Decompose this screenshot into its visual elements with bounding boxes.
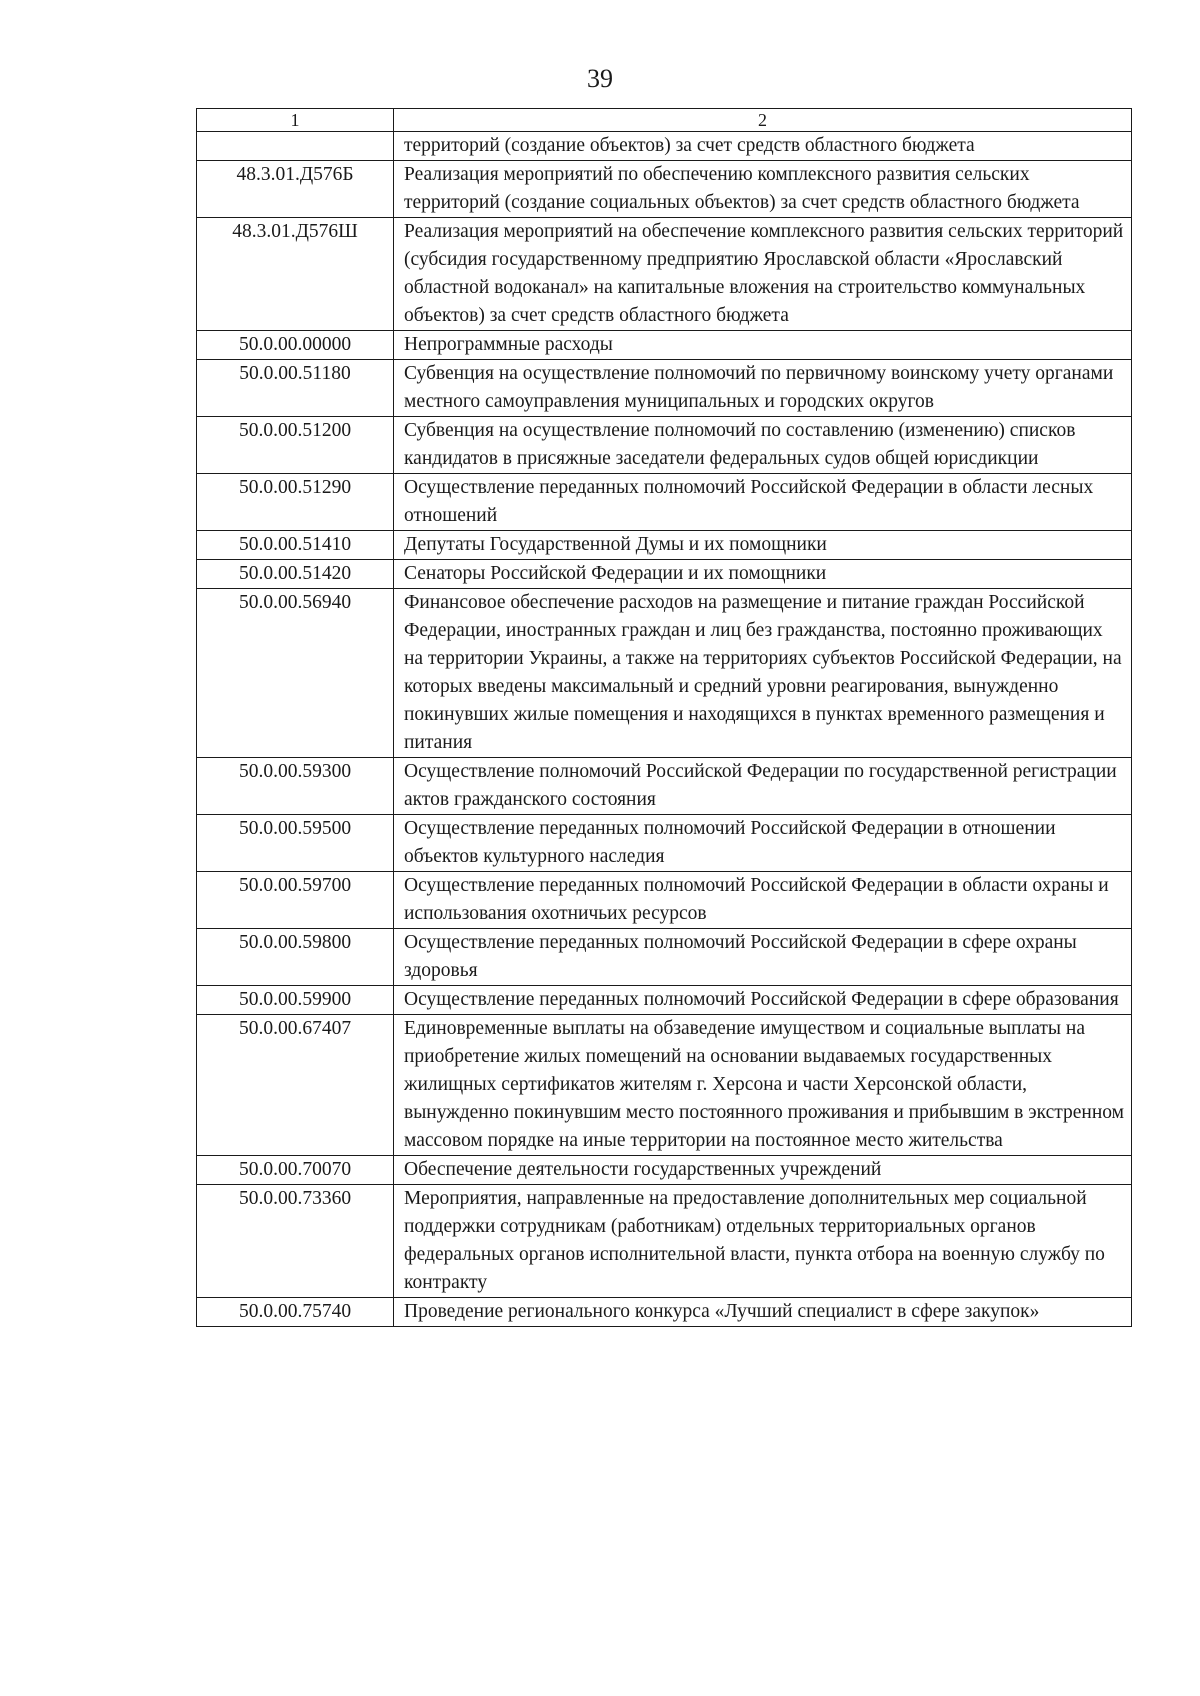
table-row: [197, 161, 1132, 218]
page-number: 39: [587, 64, 613, 93]
table-row: [197, 417, 1132, 474]
table-row: [197, 474, 1132, 531]
row-code: 48.3.01.Д576Б: [197, 161, 394, 218]
row-code: 50.0.00.59700: [197, 872, 394, 929]
row-description: Сенаторы Российской Федерации и их помощники: [394, 560, 1132, 589]
row-code: 50.0.00.59900: [197, 986, 394, 1015]
table-row: [197, 1298, 1132, 1327]
row-description: Осуществление переданных полномочий Российской Федерации в отношении объектов культурного наследия: [394, 815, 1132, 872]
row-code: [197, 132, 394, 161]
row-code: 50.0.00.59500: [197, 815, 394, 872]
row-description: Субвенция на осуществление полномочий по составлению (изменению) списков кандидатов в присяжные заседатели федеральных судов общей юрисдикции: [394, 417, 1132, 474]
row-code: 50.0.00.00000: [197, 331, 394, 360]
row-code: 50.0.00.70070: [197, 1156, 394, 1185]
row-description: Осуществление переданных полномочий Российской Федерации в сфере охраны здоровья: [394, 929, 1132, 986]
row-description: Осуществление переданных полномочий Российской Федерации в области охраны и использования охотничьих ресурсов: [394, 872, 1132, 929]
table-row: [197, 218, 1132, 331]
row-code: 50.0.00.51420: [197, 560, 394, 589]
table-row: [197, 1015, 1132, 1156]
table-row: [197, 132, 1132, 161]
table-row: [197, 1156, 1132, 1185]
row-description: Субвенция на осуществление полномочий по первичному воинскому учету органами местного самоуправления муниципальных и городских округов: [394, 360, 1132, 417]
row-code: 50.0.00.51180: [197, 360, 394, 417]
table-row: [197, 1185, 1132, 1298]
table-row: [197, 758, 1132, 815]
row-code: 50.0.00.75740: [197, 1298, 394, 1327]
row-description: Мероприятия, направленные на предоставление дополнительных мер социальной поддержки сотрудникам (работникам) отдельных территориальных органов федеральных органов исполнительной власти, пункта отбора на военную службу по контракту: [394, 1185, 1132, 1298]
row-code: 50.0.00.56940: [197, 589, 394, 758]
row-code: 50.0.00.51200: [197, 417, 394, 474]
table-row: [197, 986, 1132, 1015]
row-description: Осуществление переданных полномочий Российской Федерации в области лесных отношений: [394, 474, 1132, 531]
row-description: Депутаты Государственной Думы и их помощники: [394, 531, 1132, 560]
column-header-1: 1: [197, 109, 394, 132]
table-row: [197, 560, 1132, 589]
row-description: Проведение регионального конкурса «Лучший специалист в сфере закупок»: [394, 1298, 1132, 1327]
row-code: 50.0.00.51290: [197, 474, 394, 531]
row-description: Финансовое обеспечение расходов на размещение и питание граждан Российской Федерации, иностранных граждан и лиц без гражданства, постоянно проживающих на территории Украины, а также на территориях субъектов Российской Федерации, на которых введены максимальный и средний уровни реагирования, вынужденно покинувших жилые помещения и находящихся в пунктах временного размещения и питания: [394, 589, 1132, 758]
row-code: 50.0.00.59300: [197, 758, 394, 815]
row-code: 50.0.00.73360: [197, 1185, 394, 1298]
row-description: Реализация мероприятий по обеспечению комплексного развития сельских территорий (создание социальных объектов) за счет средств областного бюджета: [394, 161, 1132, 218]
column-header-2: 2: [394, 109, 1132, 132]
table-row: [197, 531, 1132, 560]
row-description: Осуществление полномочий Российской Федерации по государственной регистрации актов гражданского состояния: [394, 758, 1132, 815]
row-description: Непрограммные расходы: [394, 331, 1132, 360]
table-row: [197, 872, 1132, 929]
table-header-row: [197, 109, 1132, 132]
row-code: 50.0.00.51410: [197, 531, 394, 560]
row-code: 48.3.01.Д576Ш: [197, 218, 394, 331]
row-description: Единовременные выплаты на обзаведение имуществом и социальные выплаты на приобретение жилых помещений на основании выдаваемых государственных жилищных сертификатов жителям г. Херсона и части Херсонской области, вынужденно покинувшим место постоянного проживания и прибывшим в экстренном массовом порядке на иные территории на постоянное место жительства: [394, 1015, 1132, 1156]
table-row: [197, 360, 1132, 417]
row-description: территорий (создание объектов) за счет средств областного бюджета: [394, 132, 1132, 161]
row-description: Обеспечение деятельности государственных учреждений: [394, 1156, 1132, 1185]
row-code: 50.0.00.59800: [197, 929, 394, 986]
table-row: [197, 815, 1132, 872]
table-row: [197, 589, 1132, 758]
table-row: [197, 929, 1132, 986]
budget-classification-table: [196, 108, 1132, 1327]
row-code: 50.0.00.67407: [197, 1015, 394, 1156]
table-row: [197, 331, 1132, 360]
row-description: Реализация мероприятий на обеспечение комплексного развития сельских территорий (субсидия государственному предприятию Ярославской области «Ярославский областной водоканал» на капитальные вложения на строительство коммунальных объектов) за счет средств областного бюджета: [394, 218, 1132, 331]
row-description: Осуществление переданных полномочий Российской Федерации в сфере образования: [394, 986, 1132, 1015]
